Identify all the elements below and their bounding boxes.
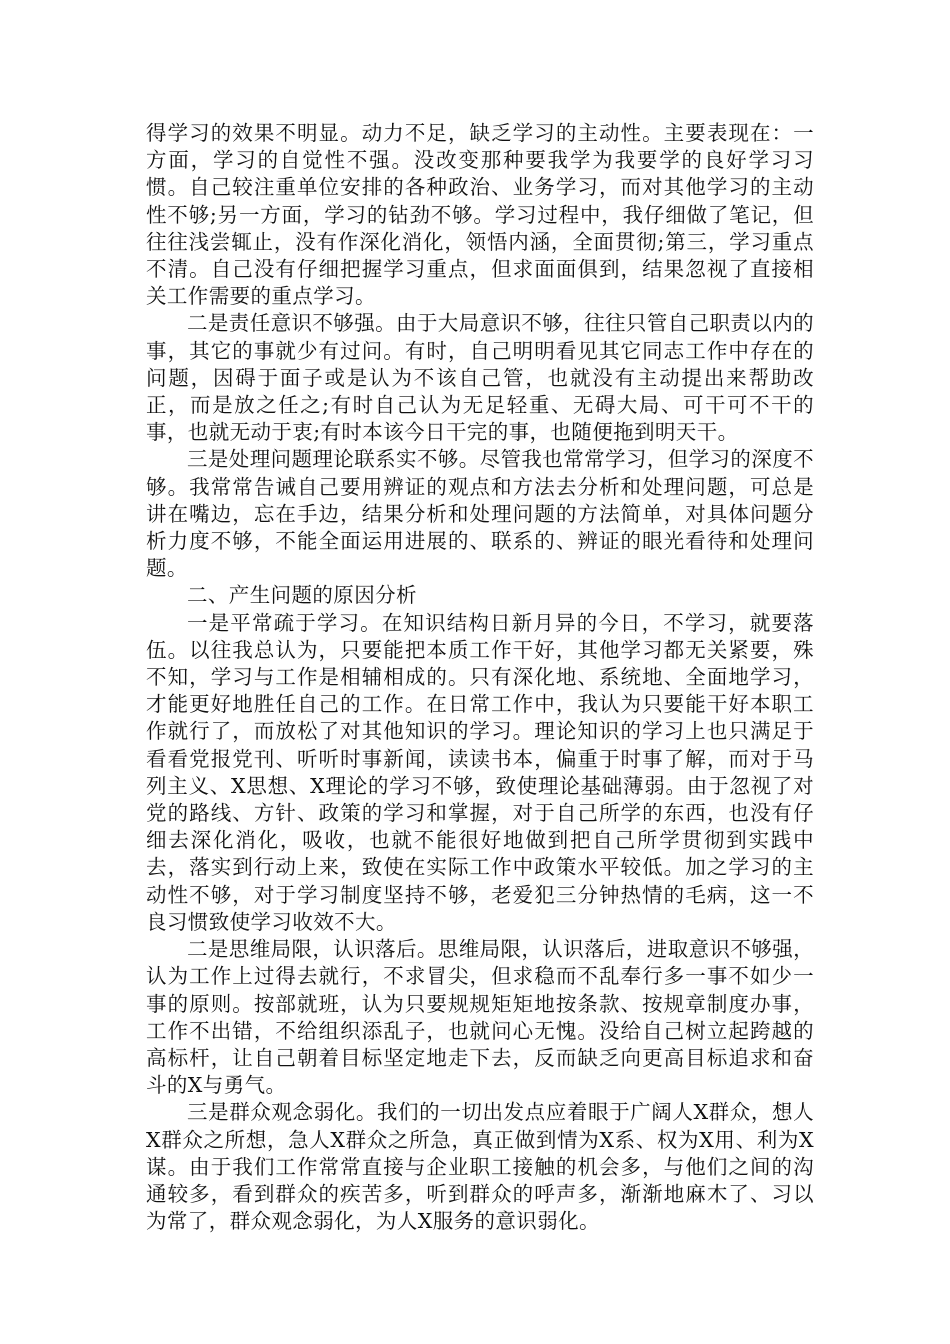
paragraph-learning-effect: 得学习的效果不明显。动力不足，缺乏学习的主动性。主要表现在：一方面，学习的自觉性不强。没改变那种要我学为我要学的良好学习习惯。自己较注重单位安排的各种政治、业务学习，而对其他学习的主动性不够;另一方面，学习的钻劲不够。学习过程中，我仔细做了笔记，但往往浅尝辄止，没有作深化消化，领悟内涵，全面贯彻;第三，学习重点不清。自己没有仔细把握学习重点，但求面面俱到，结果忽视了直接相关工作需要的重点学习。 — [146, 121, 814, 309]
paragraph-neglect-learning: 一是平常疏于学习。在知识结构日新月异的今日，不学习，就要落伍。以往我总认为，只要能把本质工作干好，其他学习都无关紧要，殊不知，学习与工作是相辅相成的。只有深化地、系统地、全面地学习，才能更好地胜任自己的工作。在日常工作中，我认为只要能干好本职工作就行了，而放松了对其他知识的学习。理论知识的学习上也只满足于看看党报党刊、听听时事新闻，读读书本，偏重于时事了解，而对于马列主义、X思想、X理论的学习不够，致使理论基础薄弱。由于忽视了对党的路线、方针、政策的学习和掌握，对于自己所学的东西，也没有仔细去深化消化，吸收，也就不能很好地做到把自己所学贯彻到实践中去，落实到行动上来，致使在实际工作中政策水平较低。加之学习的主动性不够，对于学习制度坚持不够，老爱犯三分钟热情的毛病，这一不良习惯致使学习收效不大。 — [146, 610, 814, 934]
paragraph-mass-awareness: 三是群众观念弱化。我们的一切出发点应着眼于广阔人X群众，想人X群众之所想，急人X群众之所急，真正做到情为X系、权为X用、利为X谋。由于我们工作常常直接与企业职工接触的机会多，与他们之间的沟通较多，看到群众的疾苦多，听到群众的呼声多，渐渐地麻木了、习以为常了，群众观念弱化，为人X服务的意识弱化。 — [146, 1100, 814, 1234]
document-body — [146, 120, 814, 1235]
section-heading-cause-analysis: 二、产生问题的原因分析 — [187, 583, 417, 608]
paragraph-theory-practice: 三是处理问题理论联系实不够。尽管我也常常学习，但学习的深度不够。我常常告诫自己要用辨证的观点和方法去分析和处理问题，可总是讲在嘴边，忘在手边，结果分析和处理问题的方法简单，对具体问题分析力度不够，不能全面运用进展的、联系的、辨证的眼光看待和处理问题。 — [146, 447, 814, 581]
paragraph-responsibility: 二是责任意识不够强。由于大局意识不够，往往只管自己职责以内的事，其它的事就少有过问。有时，自己明明看见其它同志工作中存在的问题，因碍于面子或是认为不该自己管，也就没有主动提出来帮助改正，而是放之任之;有时自己认为无足轻重、无碍大局、可干可不干的事，也就无动于衷;有时本该今日干完的事，也随便拖到明天干。 — [146, 311, 814, 445]
paragraph-limited-thinking: 二是思维局限，认识落后。思维局限，认识落后，进取意识不够强，认为工作上过得去就行，不求冒尖，但求稳而不乱奉行多一事不如少一事的原则。按部就班，认为只要规规矩矩地按条款、按规章制度办事，工作不出错，不给组织添乱子，也就问心无愧。没给自己树立起跨越的高标杆，让自己朝着目标坚定地走下去，反而缺乏向更高目标追求和奋斗的X与勇气。 — [146, 937, 814, 1098]
